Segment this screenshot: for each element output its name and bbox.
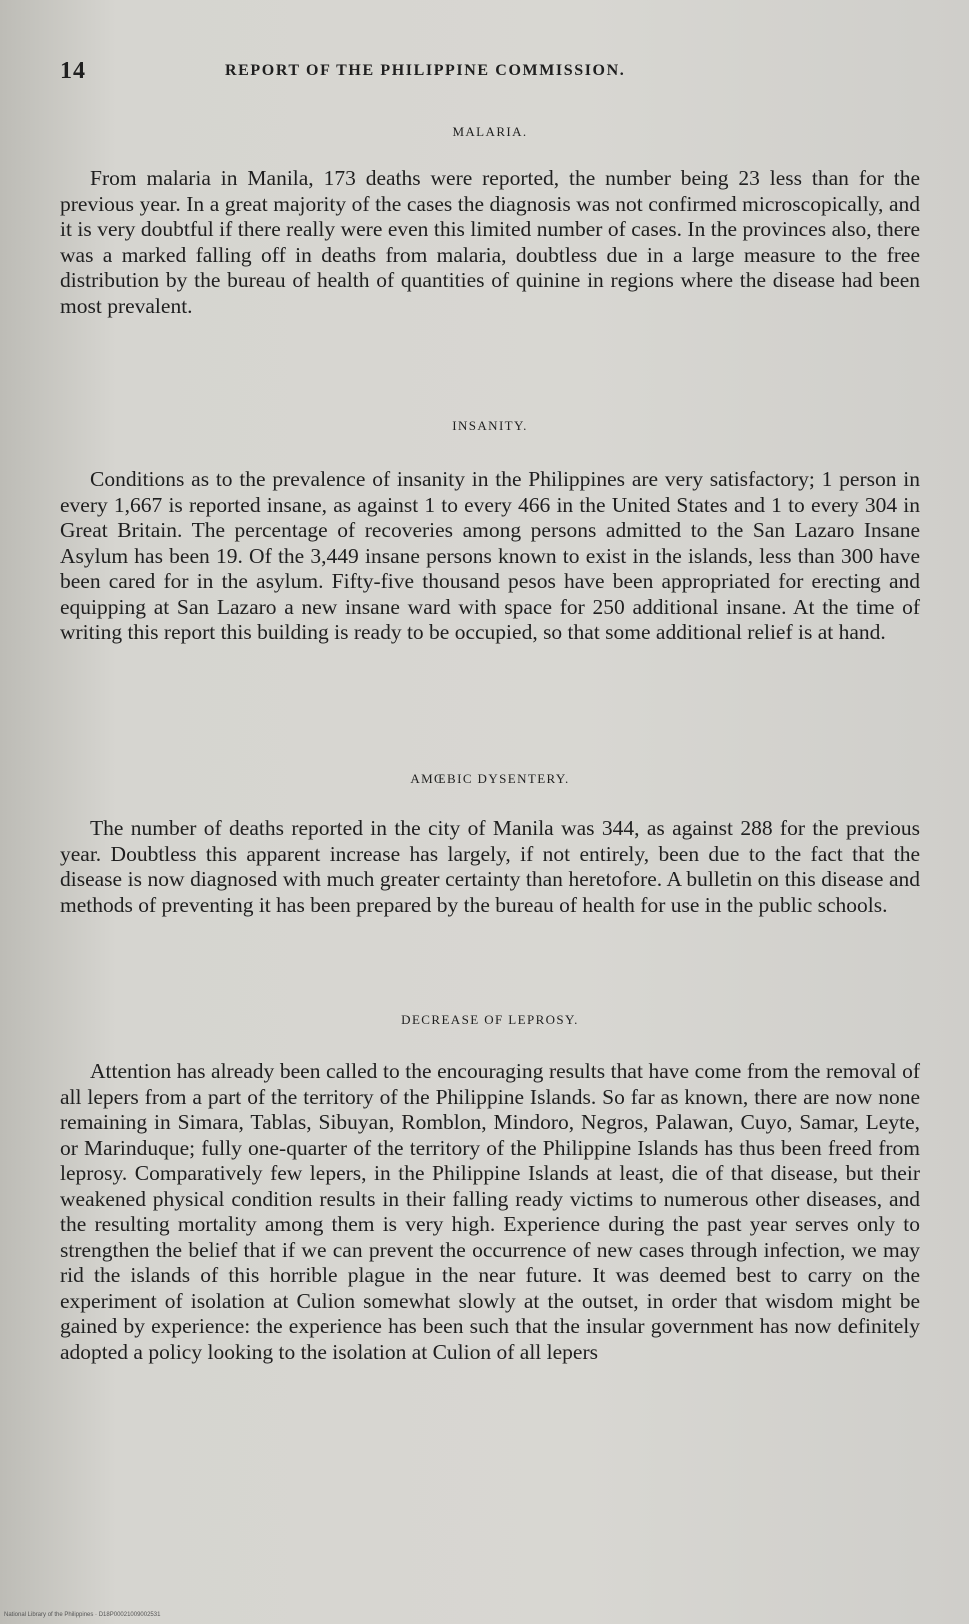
section-heading-amoebic-dysentery: AMŒBIC DYSENTERY.: [410, 771, 570, 786]
section-heading-decrease-of-leprosy: DECREASE OF LEPROSY.: [401, 1012, 579, 1027]
page-number: 14: [60, 58, 86, 84]
page-header: [60, 58, 920, 90]
paragraph-decrease-of-leprosy: Attention has already been called to the encouraging results that have come from the removal of all lepers from a part of the territory of the Philippine Islands. So far as known, there are now none remaining in Simara, Tablas, Sibuyan, Romblon, Mindoro, Negros, Palawan, Cuyo, Samar, Leyte, or Marinduque; fully one-quarter of the territory of the Philippine Islands has thus been freed from leprosy. Comparatively few lepers, in the Philippine Islands at least, die of that disease, but their weakened physical condition results in their falling ready victims to numerous other diseases, and the resulting mortality among them is very high. Experience during the past year serves only to strengthen the belief that if we can prevent the occurrence of new cases through infection, we may rid the islands of this horrible plague in the near future. It was deemed best to carry on the experiment of isolation at Culion somewhat slowly at the outset, in order that wisdom might be gained by experience: the experience has been such that the insular government has now definitely adopted a policy looking to the isolation at Culion of all lepers: [60, 1059, 920, 1364]
running-title: REPORT OF THE PHILIPPINE COMMISSION.: [225, 62, 626, 79]
paragraph-amoebic-dysentery: The number of deaths reported in the city of Manila was 344, as against 288 for the previous year. Doubtless this apparent increase has largely, if not entirely, been due to the fact that the disease is now diagnosed with much greater certainty than heretofore. A bulletin on this disease and methods of preventing it has been prepared by the bureau of health for use in the public schools.: [60, 816, 920, 917]
footer-source-note: National Library of the Philippines · D18P00021009002531: [4, 1612, 161, 1618]
paragraph-insanity: Conditions as to the prevalence of insanity in the Philippines are very satisfactory; 1 person in every 1,667 is reported insane, as against 1 to every 466 in the United States and 1 to every 304 in Great Britain. The percentage of recoveries among persons admitted to the San Lazaro Insane Asylum has been 19. Of the 3,449 insane persons known to exist in the islands, less than 300 have been cared for in the asylum. Fifty-five thousand pesos have been appropriated for erecting and equipping at San Lazaro a new insane ward with space for 250 additional insane. At the time of writing this report this building is ready to be occupied, so that some additional relief is at hand.: [60, 467, 920, 644]
paragraph-malaria: From malaria in Manila, 173 deaths were reported, the number being 23 less than for the previous year. In a great majority of the cases the diagnosis was not confirmed microscopically, and it is very doubtful if there really were even this limited number of cases. In the provinces also, there was a marked falling off in deaths from malaria, doubtless due in a large measure to the free distribution by the bureau of health of quantities of quinine in regions where the disease had been most prevalent.: [60, 166, 920, 318]
section-heading-insanity: INSANITY.: [452, 418, 528, 433]
section-heading-malaria: MALARIA.: [452, 124, 528, 139]
